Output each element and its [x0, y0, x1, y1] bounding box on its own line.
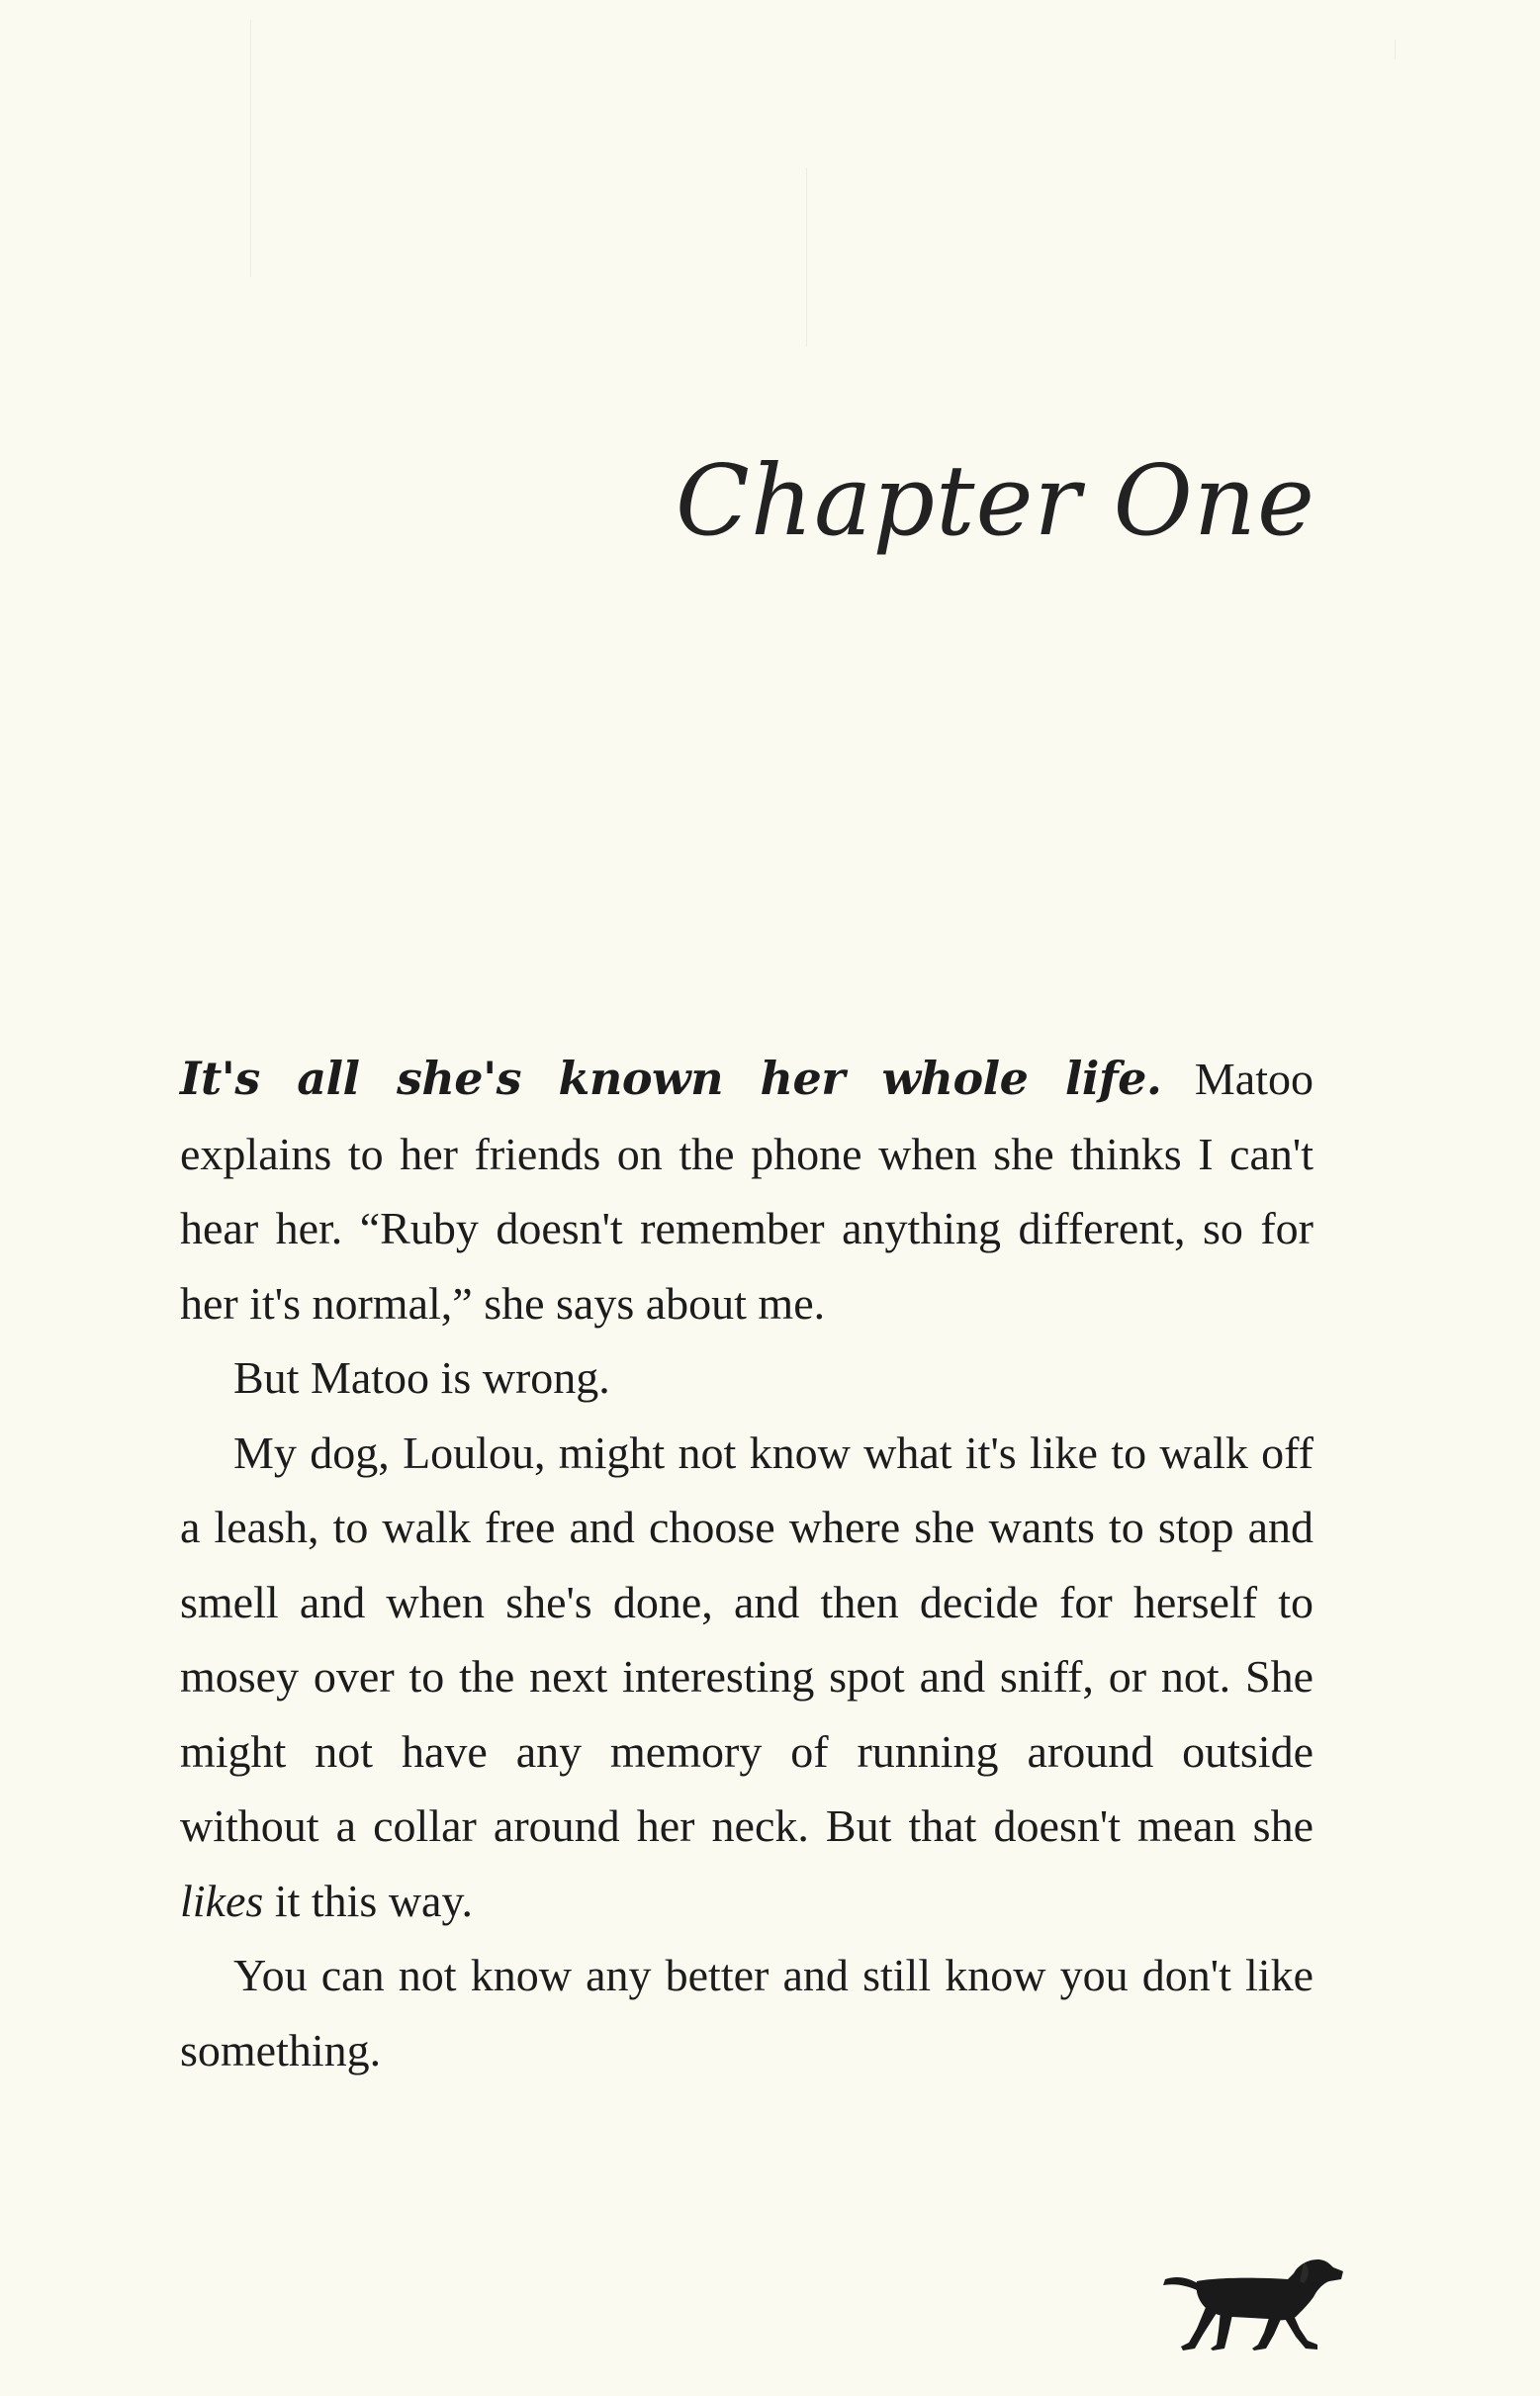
emphasized-word: likes: [180, 1875, 264, 1926]
paragraph-4: You can not know any better and still know you don't like something.: [180, 1950, 1314, 2075]
paragraph-2: But Matoo is wrong.: [233, 1352, 610, 1403]
scan-artifact: [250, 20, 251, 277]
paragraph-3-text: My dog, Loulou, might not know what it's like to walk off a leash, to walk free and choose where she wants to stop and smell and when she's done, and then decide for herself to mosey over to the next interesting spot and sniff, or not. She might not have any memory of running around outside without a collar around her neck. But that doesn't mean she: [180, 1427, 1314, 1851]
dog-silhouette-icon: [1159, 2252, 1347, 2350]
paragraph-1-text: Matoo explains to her friends on the phone when she thinks I can't hear her. “Ruby doesn't remember anything different, so for her it's normal,” she says about me.: [180, 1054, 1314, 1329]
scan-artifact: [1395, 40, 1396, 59]
paragraph-3-end: it this way.: [263, 1875, 473, 1926]
scan-artifact: [806, 168, 807, 346]
lead-in-phrase: It's all she's known her whole life.: [180, 1052, 1162, 1105]
chapter-title: Chapter One: [675, 445, 1315, 558]
chapter-body: [180, 1042, 1314, 2087]
paragraph-3: [180, 1416, 1314, 1939]
paragraph-1: [180, 1042, 1314, 1340]
